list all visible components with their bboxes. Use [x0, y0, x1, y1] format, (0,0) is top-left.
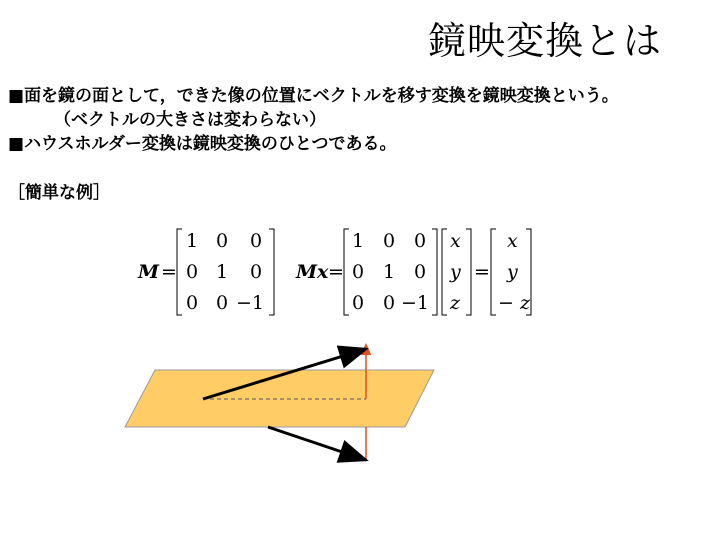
matrix-cell: 0: [414, 230, 427, 252]
bullet-marker: ■: [8, 134, 25, 154]
bullet-item-2: [8, 108, 713, 132]
vector-bracket-right: [466, 229, 471, 315]
result-cell: y: [507, 261, 518, 283]
result-cell: x: [507, 230, 518, 252]
matrix-cell: 0: [352, 292, 365, 314]
matrix-cell: 0: [352, 261, 365, 283]
bullet-item-3: [8, 132, 713, 156]
example-label: ［簡単な例］: [8, 183, 110, 203]
matrix-cell: 0: [383, 292, 396, 314]
matrix-cell: 0: [186, 261, 199, 283]
mx-symbol: Mx: [296, 261, 329, 283]
vector-bracket-left: [491, 229, 496, 315]
matrix-bracket-left: [177, 229, 182, 315]
vector-cell: x: [450, 230, 461, 252]
mirror-plane: [125, 370, 434, 427]
reflection-diagram: [0, 330, 720, 490]
vector-bracket-left: [442, 229, 447, 315]
matrix-cell: −1: [236, 292, 265, 314]
vector-cell: z: [450, 292, 461, 314]
bullet-marker: ■: [8, 86, 25, 106]
bullet-text: ハウスホルダー変換は鏡映変換のひとつである。: [24, 134, 397, 154]
matrix-cell: 0: [250, 261, 263, 283]
bullet-item-1: [8, 84, 713, 108]
equals-sign: =: [474, 261, 490, 283]
matrix-bracket-right: [269, 229, 274, 315]
matrix-cell: −1: [401, 292, 430, 314]
result-cell: − z: [498, 292, 530, 314]
vector-cell: y: [450, 261, 461, 283]
matrix-cell: 0: [186, 292, 199, 314]
equals-sign: =: [161, 261, 177, 283]
reflected-vector-arrow: [268, 427, 366, 460]
reflection-equation: [0, 215, 720, 325]
bullet-text: （ベクトルの大きさは変わらない）: [54, 110, 326, 130]
matrix-cell: 0: [250, 230, 263, 252]
bullet-text: 面を鏡の面として，できた像の位置にベクトルを移す変換を鏡映変換という。: [24, 86, 619, 106]
matrix-cell: 1: [216, 261, 229, 283]
matrix-bracket-left: [344, 229, 349, 315]
matrix-cell: 0: [383, 230, 396, 252]
matrix-cell: 0: [216, 230, 229, 252]
slide-title: 鏡映変換とは: [427, 19, 662, 63]
matrix-symbol: M: [138, 261, 160, 283]
matrix-cell: 0: [414, 261, 427, 283]
bullet-list: [8, 84, 713, 156]
matrix-cell: 1: [383, 261, 396, 283]
matrix-cell: 1: [352, 230, 365, 252]
matrix-cell: 1: [186, 230, 199, 252]
equals-sign: =: [328, 261, 344, 283]
matrix-cell: 0: [216, 292, 229, 314]
matrix-bracket-right: [432, 229, 437, 315]
